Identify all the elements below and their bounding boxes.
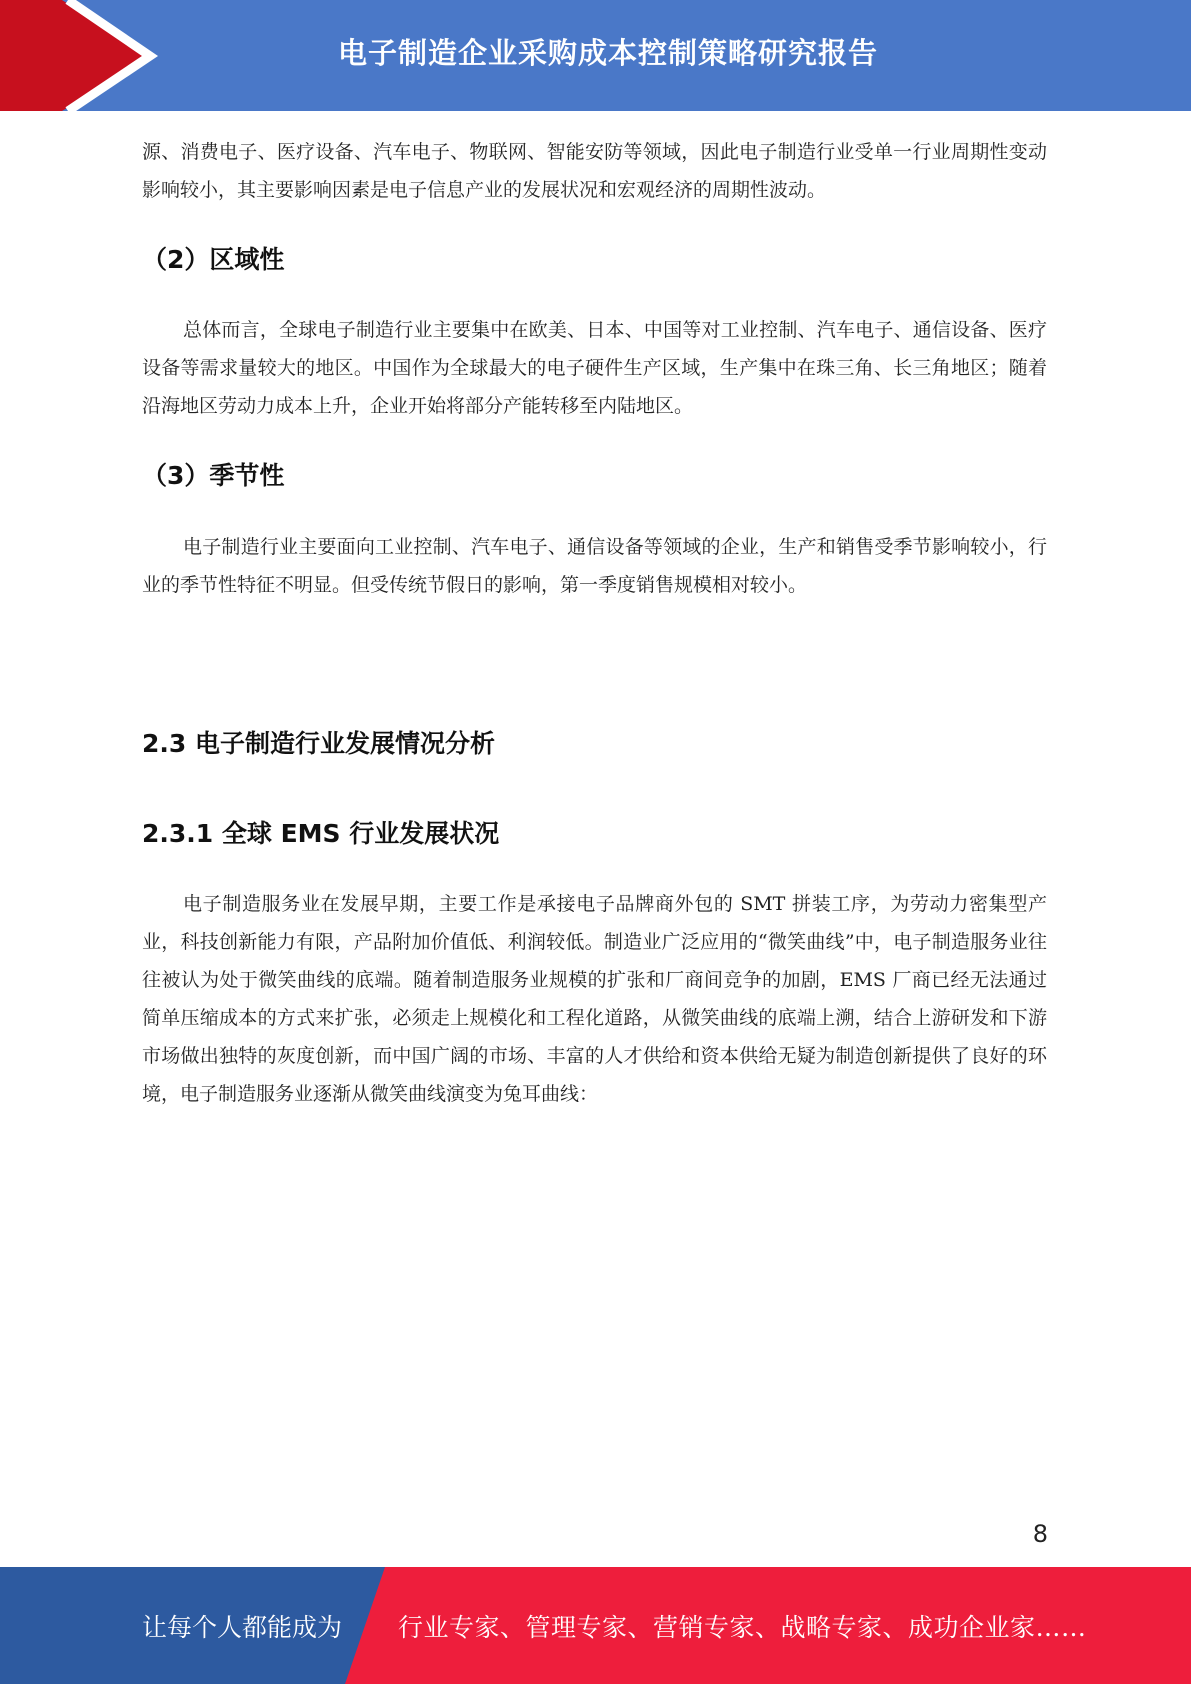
footer-slogan-right: 行业专家、管理专家、营销专家、战略专家、成功企业家……: [398, 1612, 1087, 1642]
report-title: 电子制造企业采购成本控制策略研究报告: [337, 35, 878, 70]
paragraph-ems: 电子制造服务业在发展早期，主要工作是承接电子品牌商外包的 SMT 拼装工序，为劳动力密集型产业，科技创新能力有限，产品附加价值低、利润较低。制造业广泛应用的“微笑曲线”中，电子制造服务业往往被认为处于微笑曲线的底端。随着制造服务业规模的扩张和厂商间竞争的加剧，EMS 厂商已经无法通过简单压缩成本的方式来扩张，必须走上规模化和工程化道路，从微笑曲线的底端上溯，结合上游研发和下游市场做出独特的灰度创新，而中国广阔的市场、丰富的人才供给和资本供给无疑为制造创新提供了良好的环境，电子制造服务业逐渐从微笑曲线演变为兔耳曲线：: [142, 893, 1047, 1105]
page-number: 8: [1032, 1520, 1048, 1548]
paragraph-continued: 源、消费电子、医疗设备、汽车电子、物联网、智能安防等领域，因此电子制造行业受单一行业周期性变动影响较小，其主要影响因素是电子信息产业的发展状况和宏观经济的周期性波动。: [142, 141, 1047, 201]
page-header: [0, 0, 1191, 111]
heading-seasonal: （3）季节性: [142, 461, 285, 490]
footer-slogan-left: 让每个人都能成为: [142, 1612, 343, 1642]
paragraph-regional: 总体而言，全球电子制造行业主要集中在欧美、日本、中国等对工业控制、汽车电子、通信设备、医疗设备等需求量较大的地区。中国作为全球最大的电子硬件生产区域，生产集中在珠三角、长三角地区；随着沿海地区劳动力成本上升，企业开始将部分产能转移至内陆地区。: [142, 319, 1047, 417]
section-heading-2-3: 2.3 电子制造行业发展情况分析: [142, 729, 495, 758]
heading-regional: （2）区域性: [142, 245, 285, 274]
paragraph-seasonal: 电子制造行业主要面向工业控制、汽车电子、通信设备等领域的企业，生产和销售受季节影响较小，行业的季节性特征不明显。但受传统节假日的影响，第一季度销售规模相对较小。: [142, 536, 1047, 596]
section-heading-2-3-1: 2.3.1 全球 EMS 行业发展状况: [142, 819, 500, 848]
page-footer: [0, 1567, 1191, 1684]
